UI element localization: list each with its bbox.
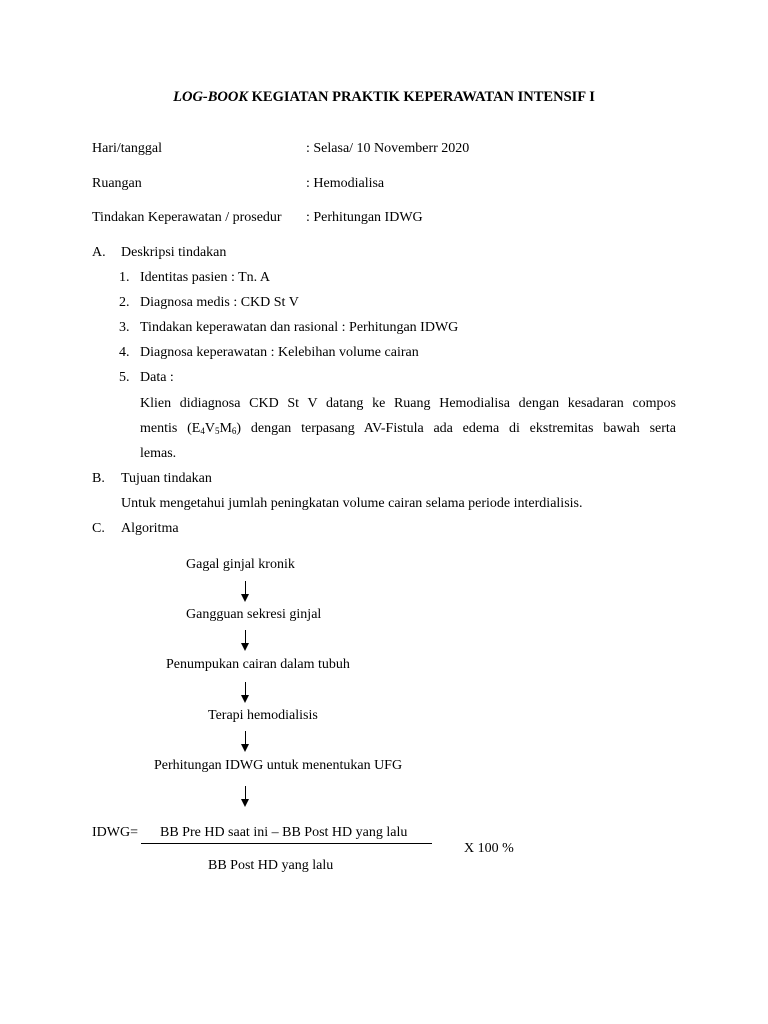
formula-lhs: IDWG= — [92, 825, 138, 840]
data-paragraph-line-3: lemas. — [140, 446, 177, 461]
field-label-room: Ruangan — [92, 176, 142, 191]
list-item-number: 5. — [119, 370, 130, 385]
section-c-marker: C. — [92, 521, 105, 536]
subscript-e: 4 — [200, 426, 205, 436]
data-paragraph-line-2 — [140, 422, 676, 436]
arrow-down-icon — [240, 682, 252, 704]
flow-step-4: Terapi hemodialisis — [208, 708, 318, 723]
section-a-marker: A. — [92, 245, 106, 260]
field-value-room: : Hemodialisa — [306, 176, 385, 191]
data-paragraph-line-1: Klien didiagnosa CKD St V datang ke Ruang Hemodialisa dengan kesadaran compos — [140, 396, 676, 411]
section-c-heading: Algoritma — [121, 521, 179, 536]
list-item-number: 4. — [119, 345, 130, 360]
list-item: Diagnosa medis : CKD St V — [140, 295, 299, 310]
section-b-marker: B. — [92, 471, 105, 486]
flow-step-2: Gangguan sekresi ginjal — [186, 607, 322, 622]
arrow-down-icon — [240, 731, 252, 753]
arrow-down-icon — [240, 630, 252, 652]
formula-multiplier: X 100 % — [464, 841, 514, 856]
title-italic: LOG-BOOK — [173, 89, 249, 105]
data-line2-pre: mentis (E — [140, 421, 201, 436]
field-value-date: : Selasa/ 10 Novemberr 2020 — [306, 141, 470, 156]
list-item-number: 2. — [119, 295, 130, 310]
title-rest: KEGIATAN PRAKTIK KEPERAWATAN INTENSIF I — [248, 89, 595, 105]
fraction-bar — [141, 843, 432, 844]
list-item-number: 1. — [119, 270, 130, 285]
flow-step-5: Perhitungan IDWG untuk menentukan UFG — [154, 758, 403, 773]
subscript-v: 5 — [214, 426, 220, 436]
formula-numerator: BB Pre HD saat ini – BB Post HD yang lalu — [160, 825, 408, 840]
arrow-down-icon — [240, 581, 252, 603]
formula-denominator: BB Post HD yang lalu — [208, 858, 334, 873]
field-label-date: Hari/tanggal — [92, 141, 162, 156]
section-b-text: Untuk mengetahui jumlah peningkatan volume cairan selama periode interdialisis. — [121, 496, 583, 511]
list-item: Diagnosa keperawatan : Kelebihan volume cairan — [140, 345, 419, 360]
field-value-procedure: : Perhitungan IDWG — [306, 210, 423, 225]
document-title — [0, 90, 768, 105]
subscript-m: 6 — [231, 426, 237, 436]
data-line2-post: ) dengan terpasang AV-Fistula ada edema di ekstremitas bawah serta — [236, 421, 676, 436]
arrow-down-icon — [240, 786, 252, 808]
section-b-heading: Tujuan tindakan — [121, 471, 212, 486]
list-item: Tindakan keperawatan dan rasional : Perhitungan IDWG — [140, 320, 459, 335]
section-a-heading: Deskripsi tindakan — [121, 245, 227, 260]
gcs-m: M — [219, 421, 232, 436]
field-label-procedure: Tindakan Keperawatan / prosedur — [92, 210, 282, 225]
flow-step-1: Gagal ginjal kronik — [186, 557, 295, 572]
list-item-number: 3. — [119, 320, 130, 335]
list-item: Identitas pasien : Tn. A — [140, 270, 270, 285]
gcs-v: V — [204, 421, 215, 436]
flow-step-3: Penumpukan cairan dalam tubuh — [166, 657, 350, 672]
list-item: Data : — [140, 370, 174, 385]
